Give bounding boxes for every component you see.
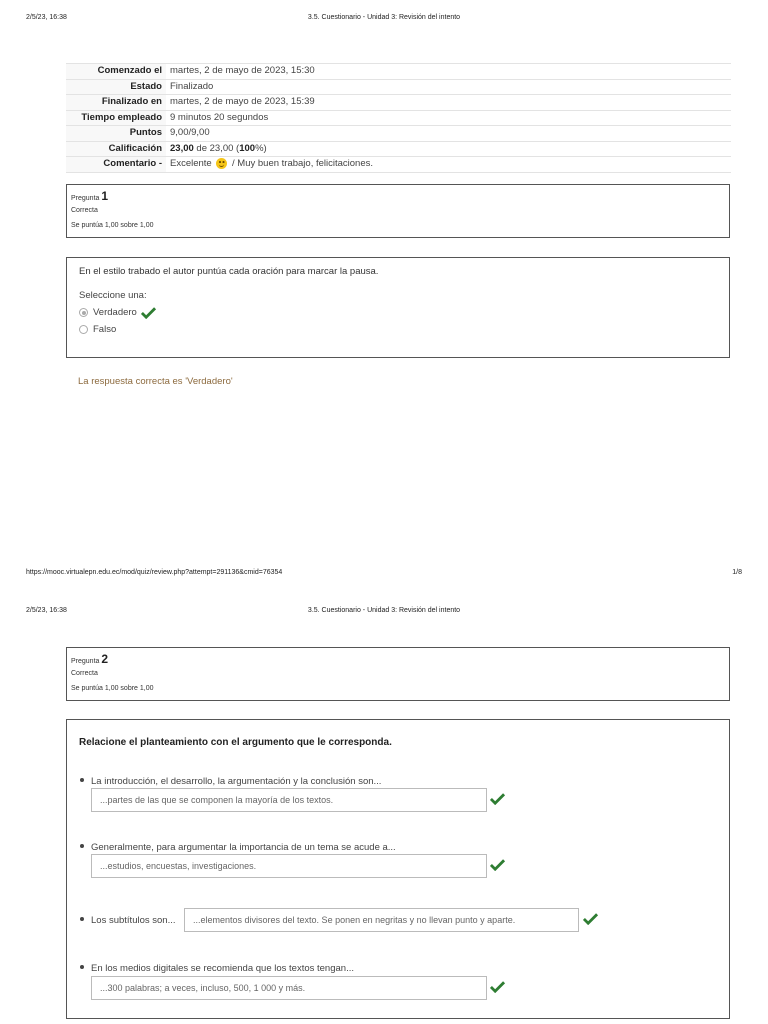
question-label: Pregunta: [71, 195, 100, 202]
question-1-content: [66, 257, 730, 358]
match-item: [79, 842, 396, 853]
summary-row-comment: [66, 157, 731, 173]
print-datetime-page2: 2/5/23, 16:38: [26, 607, 67, 614]
match-stem: Los subtítulos son...: [91, 915, 176, 926]
option-true[interactable]: [79, 306, 717, 319]
option-false-label: Falso: [93, 324, 117, 335]
match-answer-field[interactable]: ...estudios, encuestas, investigaciones.: [91, 854, 487, 878]
grade-label: Calificación: [66, 141, 166, 157]
question-number: 2: [101, 652, 109, 666]
question-score: Se puntúa 1,00 sobre 1,00: [71, 685, 154, 692]
summary-row-points: [66, 126, 731, 142]
comment-after: / Muy buen trabajo, felicitaciones.: [232, 158, 374, 170]
state-value: Finalizado: [170, 80, 214, 92]
check-icon: [490, 858, 505, 871]
radio-false[interactable]: [79, 325, 88, 334]
question-number: 1: [101, 189, 109, 203]
bullet: [80, 917, 84, 921]
smiley-icon: [216, 158, 227, 169]
question-1-info: [66, 184, 730, 238]
question-status: Correcta: [71, 670, 98, 677]
match-item: [79, 915, 176, 926]
match-answer-field[interactable]: ...300 palabras; a veces, incluso, 500, 1 000 y más.: [91, 976, 487, 1000]
match-item: [79, 963, 354, 974]
comment-before: Excelente: [170, 158, 212, 170]
option-false[interactable]: [79, 324, 717, 335]
attempt-summary-table: [66, 63, 731, 173]
question-status: Correcta: [71, 207, 98, 214]
question-text: En el estilo trabado el autor puntúa cada oración para marcar la pausa.: [79, 266, 379, 277]
match-item: [79, 776, 381, 787]
points-label: Puntos: [66, 126, 166, 142]
bullet: [80, 778, 84, 782]
state-label: Estado: [66, 79, 166, 95]
finished-value: martes, 2 de mayo de 2023, 15:39: [170, 96, 315, 107]
option-true-label: Verdadero: [93, 307, 137, 318]
started-value: martes, 2 de mayo de 2023, 15:30: [170, 65, 315, 76]
question-text: Relacione el planteamiento con el argumento que le corresponda.: [79, 737, 392, 748]
summary-row-started: [66, 64, 731, 80]
print-title-page2: 3.5. Cuestionario - Unidad 3: Revisión del intento: [307, 607, 461, 614]
points-value: 9,00/9,00: [170, 127, 210, 138]
check-icon: [490, 980, 505, 993]
bullet: [80, 965, 84, 969]
match-stem: En los medios digitales se recomienda que los textos tengan...: [91, 963, 354, 974]
check-icon: [583, 912, 598, 925]
radio-true[interactable]: [79, 308, 88, 317]
question-score: Se puntúa 1,00 sobre 1,00: [71, 222, 154, 229]
question-2-info: [66, 647, 730, 701]
print-page-number: 1/8: [732, 569, 742, 576]
grade-end: %): [255, 142, 267, 154]
grade-percent: 100: [239, 142, 256, 154]
grade-of: de 23,00 (: [193, 142, 240, 154]
summary-row-state: [66, 79, 731, 95]
started-label: Comenzado el: [66, 64, 166, 80]
select-one-label: Seleccione una:: [79, 290, 147, 301]
match-answer-field[interactable]: ...partes de las que se componen la mayoría de los textos.: [91, 788, 487, 812]
match-stem: Generalmente, para argumentar la importancia de un tema se acude a...: [91, 842, 396, 853]
match-stem: La introducción, el desarrollo, la argumentación y la conclusión son...: [91, 776, 382, 787]
check-icon: [490, 792, 505, 805]
time-label: Tiempo empleado: [66, 110, 166, 126]
print-title: 3.5. Cuestionario - Unidad 3: Revisión del intento: [307, 14, 461, 21]
time-value: 9 minutos 20 segundos: [170, 111, 269, 123]
summary-row-grade: [66, 141, 731, 157]
comment-label: Comentario -: [66, 157, 166, 173]
summary-row-time: [66, 110, 731, 126]
print-url: https://mooc.virtualepn.edu.ec/mod/quiz/review.php?attempt=291136&cmid=76354: [26, 569, 283, 576]
question-2-content: [66, 719, 730, 1019]
question-label: Pregunta: [71, 658, 100, 665]
bullet: [80, 844, 84, 848]
comment-value: [166, 157, 731, 173]
grade-value: [166, 141, 731, 157]
check-icon: [141, 306, 156, 319]
match-answer-field[interactable]: ...elementos divisores del texto. Se ponen en negritas y no llevan punto y aparte.: [184, 908, 579, 932]
print-datetime: 2/5/23, 16:38: [26, 14, 67, 21]
summary-row-finished: [66, 95, 731, 111]
grade-score: 23,00: [170, 142, 194, 154]
correct-answer-feedback: La respuesta correcta es 'Verdadero': [78, 376, 233, 387]
finished-label: Finalizado en: [66, 95, 166, 111]
